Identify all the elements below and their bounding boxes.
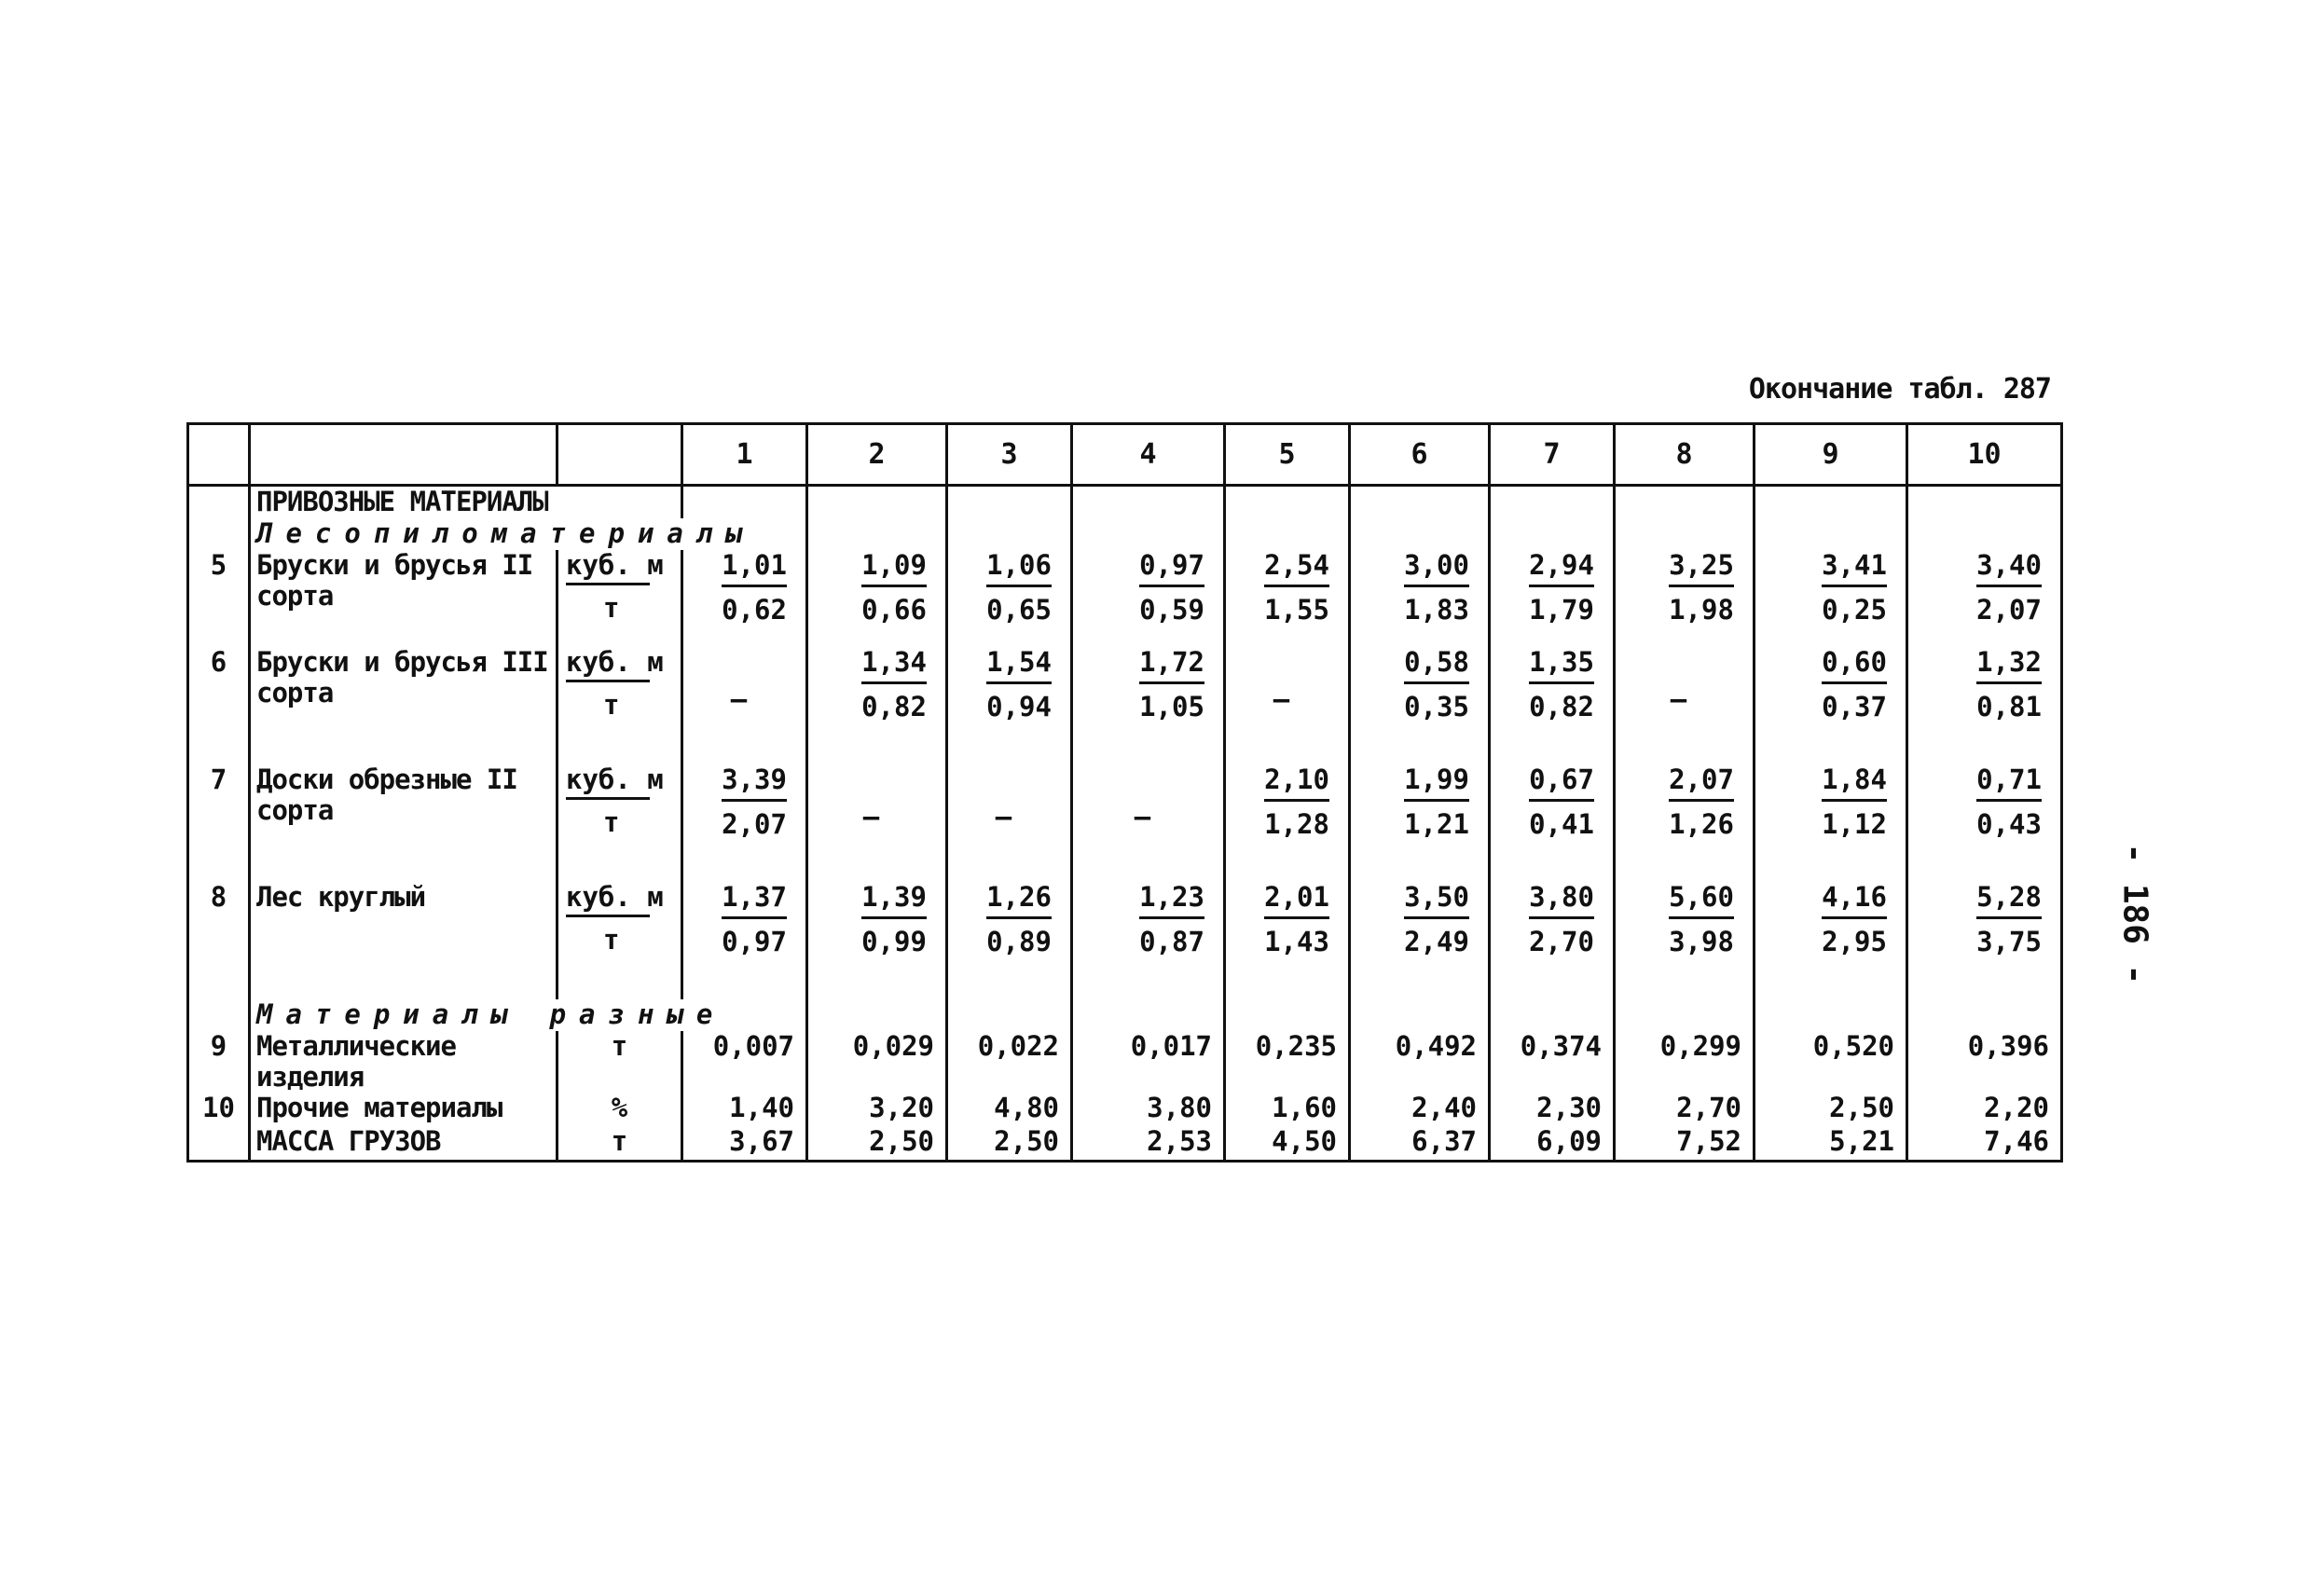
value-mass: 1,21 <box>1404 808 1469 840</box>
row-number: 6 <box>210 646 227 678</box>
column-header: 8 <box>1615 424 1755 486</box>
dash: – <box>1134 801 1151 832</box>
row-number: 10 <box>202 1092 235 1123</box>
value-cell <box>682 764 807 882</box>
value-cell: 2,20 <box>1907 1093 2062 1126</box>
empty-cell <box>1615 999 1755 1031</box>
fraction <box>1132 647 1212 722</box>
value-mass: 0,94 <box>986 691 1052 722</box>
value-cell <box>1350 882 1490 999</box>
value-cell <box>1225 550 1350 647</box>
row-name: Лес круглый <box>250 882 557 999</box>
value-mass: 1,12 <box>1822 808 1887 840</box>
fraction <box>1257 764 1337 840</box>
value-cell: 0,396 <box>1907 1031 2062 1093</box>
value-mass: 2,07 <box>1976 594 2042 626</box>
fraction-bar <box>1264 916 1329 919</box>
value-cell <box>807 647 947 764</box>
empty-cell <box>1350 999 1490 1031</box>
value-mass: 0,97 <box>722 926 787 957</box>
fraction <box>1814 764 1894 840</box>
empty-cell <box>947 486 1072 519</box>
empty-cell <box>947 999 1072 1031</box>
unit-volume: куб. м <box>566 647 650 682</box>
subsection-title: Лесопиломатериалы <box>250 518 807 550</box>
value-mass: 0,65 <box>986 594 1052 626</box>
empty-cell <box>1225 518 1350 550</box>
fraction <box>1397 647 1477 722</box>
value-mass: 1,28 <box>1264 808 1329 840</box>
fraction <box>854 647 934 722</box>
fraction-bar <box>1404 681 1469 684</box>
empty-cell <box>1907 999 2062 1031</box>
column-header <box>250 424 557 486</box>
unit-volume: куб. м <box>566 550 650 585</box>
value-mass: 0,82 <box>1529 691 1594 722</box>
fraction-bar <box>986 585 1052 587</box>
value-cell <box>682 550 807 647</box>
value-mass: 0,87 <box>1139 926 1204 957</box>
fraction <box>1661 550 1741 626</box>
value-volume: 1,35 <box>1529 646 1594 678</box>
value-cell: 7,52 <box>1615 1126 1755 1162</box>
empty-cell <box>188 518 250 550</box>
value-cell: 2,50 <box>807 1126 947 1162</box>
fraction-bar <box>1404 585 1469 587</box>
row-name: Бруски и брусья II сорта <box>250 550 557 647</box>
row-name: МАССА ГРУЗОВ <box>250 1126 557 1162</box>
value-mass: 1,26 <box>1669 808 1734 840</box>
fraction-bar <box>1822 916 1887 919</box>
unit-mass: т <box>603 592 620 624</box>
empty-cell <box>1615 486 1755 519</box>
fraction <box>1397 550 1477 626</box>
column-header: 6 <box>1350 424 1490 486</box>
section-title: ПРИВОЗНЫЕ МАТЕРИАЛЫ <box>250 486 682 519</box>
value-cell: 0,374 <box>1490 1031 1615 1093</box>
value-cell <box>1615 764 1755 882</box>
value-volume: 1,09 <box>861 549 927 581</box>
fraction <box>1397 882 1477 957</box>
value-volume: 1,72 <box>1139 646 1204 678</box>
value-volume: 2,01 <box>1264 881 1329 913</box>
column-header: 9 <box>1755 424 1907 486</box>
row-name: Бруски и брусья III сорта <box>250 647 557 764</box>
value-cell <box>1907 647 2062 764</box>
value-cell: 4,80 <box>947 1093 1072 1126</box>
value-cell <box>1907 550 2062 647</box>
value-mass: 0,41 <box>1529 808 1594 840</box>
value-cell <box>1755 647 1907 764</box>
empty-cell <box>1755 999 1907 1031</box>
value-mass: 0,82 <box>861 691 927 722</box>
row-name: Доски обрезные II сорта <box>250 764 557 882</box>
fraction <box>854 882 934 957</box>
value-mass: 3,98 <box>1669 926 1734 957</box>
fraction-bar <box>1529 585 1594 587</box>
value-volume: 4,16 <box>1822 881 1887 913</box>
unit-volume: куб. м <box>566 882 650 917</box>
unit-cell: т <box>557 1126 682 1162</box>
value-cell: 0,017 <box>1072 1031 1225 1093</box>
value-cell: 0,520 <box>1755 1031 1907 1093</box>
empty-cell <box>807 999 947 1031</box>
value-volume: 1,37 <box>722 881 787 913</box>
value-cell <box>1072 764 1225 882</box>
value-volume: 3,25 <box>1669 549 1734 581</box>
value-cell: 2,50 <box>947 1126 1072 1162</box>
fraction-bar <box>1669 585 1734 587</box>
row-name: Прочие материалы <box>250 1093 557 1126</box>
table-caption: Окончание табл. 287 <box>1748 373 2051 406</box>
fraction <box>714 550 794 626</box>
value-volume: 1,26 <box>986 881 1052 913</box>
value-mass: 1,05 <box>1139 691 1204 722</box>
fraction-bar <box>1669 916 1734 919</box>
column-header <box>188 424 250 486</box>
fraction <box>1969 647 2049 722</box>
row-name: Металлические изделия <box>250 1031 557 1093</box>
empty-cell <box>1490 518 1615 550</box>
column-header: 2 <box>807 424 947 486</box>
value-cell <box>947 764 1072 882</box>
fraction-bar <box>1139 585 1204 587</box>
value-cell <box>1755 764 1907 882</box>
column-header: 5 <box>1225 424 1350 486</box>
value-volume: 2,10 <box>1264 764 1329 795</box>
empty-cell <box>1907 518 2062 550</box>
empty-cell <box>188 999 250 1031</box>
value-volume: 1,06 <box>986 549 1052 581</box>
value-cell: 1,60 <box>1225 1093 1350 1126</box>
value-mass: 1,79 <box>1529 594 1594 626</box>
value-cell <box>1225 647 1350 764</box>
fraction-bar <box>1404 799 1469 802</box>
fraction-bar <box>986 916 1052 919</box>
empty-cell <box>1225 999 1350 1031</box>
value-volume: 5,60 <box>1669 881 1734 913</box>
value-volume: 3,00 <box>1404 549 1469 581</box>
subsection-title: Материалы разные <box>250 999 807 1031</box>
value-cell: 5,21 <box>1755 1126 1907 1162</box>
value-cell <box>947 550 1072 647</box>
value-volume: 3,40 <box>1976 549 2042 581</box>
empty-cell <box>1615 518 1755 550</box>
value-cell <box>947 882 1072 999</box>
fraction <box>979 550 1059 626</box>
unit-cell: т <box>557 1031 682 1093</box>
row-number <box>188 1126 250 1162</box>
value-volume: 0,97 <box>1139 549 1204 581</box>
fraction-bar <box>1976 681 2042 684</box>
fraction-bar <box>1264 585 1329 587</box>
fraction <box>1969 550 2049 626</box>
fraction-bar <box>861 681 927 684</box>
value-mass: 2,70 <box>1529 926 1594 957</box>
value-cell <box>807 882 947 999</box>
fraction-bar <box>1404 916 1469 919</box>
empty-cell <box>1072 999 1225 1031</box>
row-number: 5 <box>210 549 227 581</box>
table-row <box>188 764 2062 882</box>
fraction <box>979 647 1059 722</box>
dash: – <box>862 801 880 832</box>
value-volume: 5,28 <box>1976 881 2042 913</box>
fraction-bar <box>1822 799 1887 802</box>
fraction <box>1969 882 2049 957</box>
value-volume: 0,60 <box>1822 646 1887 678</box>
fraction-bar <box>861 916 927 919</box>
fraction <box>1257 550 1337 626</box>
value-volume: 1,54 <box>986 646 1052 678</box>
fraction-bar <box>1264 799 1329 802</box>
value-cell: 0,029 <box>807 1031 947 1093</box>
value-cell <box>1907 764 2062 882</box>
unit-cell <box>557 882 682 999</box>
page-number: - 186 - <box>2115 843 2154 985</box>
unit-volume: куб. м <box>566 764 650 800</box>
table-row <box>188 1093 2062 1126</box>
value-volume: 0,71 <box>1976 764 2042 795</box>
value-volume: 1,39 <box>861 881 927 913</box>
fraction <box>1521 764 1602 840</box>
value-volume: 1,32 <box>1976 646 2042 678</box>
value-mass: 1,98 <box>1669 594 1734 626</box>
value-cell: 0,235 <box>1225 1031 1350 1093</box>
fraction <box>1814 647 1894 722</box>
value-cell: 3,80 <box>1072 1093 1225 1126</box>
empty-cell <box>1072 486 1225 519</box>
column-header <box>557 424 682 486</box>
fraction-bar <box>1529 916 1594 919</box>
fraction <box>979 882 1059 957</box>
value-cell <box>1490 882 1615 999</box>
table-row <box>188 1126 2062 1162</box>
value-cell: 0,007 <box>682 1031 807 1093</box>
value-cell <box>1350 550 1490 647</box>
value-cell <box>1072 882 1225 999</box>
table-row <box>188 550 2062 647</box>
value-mass: 0,66 <box>861 594 927 626</box>
fraction <box>1521 882 1602 957</box>
value-cell <box>1907 882 2062 999</box>
unit-cell <box>557 550 682 647</box>
value-mass: 2,07 <box>722 808 787 840</box>
fraction-bar <box>1976 799 2042 802</box>
fraction <box>1397 764 1477 840</box>
value-mass: 0,81 <box>1976 691 2042 722</box>
fraction-bar <box>1976 916 2042 919</box>
fraction-bar <box>722 916 787 919</box>
unit-cell <box>557 647 682 764</box>
value-mass: 2,49 <box>1404 926 1469 957</box>
empty-cell <box>947 518 1072 550</box>
fraction <box>1132 550 1212 626</box>
fraction-bar <box>1139 916 1204 919</box>
value-mass: 0,43 <box>1976 808 2042 840</box>
value-volume: 2,94 <box>1529 549 1594 581</box>
value-cell <box>1490 647 1615 764</box>
value-cell <box>807 764 947 882</box>
fraction <box>1521 550 1602 626</box>
fraction-bar <box>722 585 787 587</box>
value-cell: 6,37 <box>1350 1126 1490 1162</box>
empty-cell <box>1490 999 1615 1031</box>
value-mass: 0,35 <box>1404 691 1469 722</box>
table-row <box>188 882 2062 999</box>
value-cell: 2,70 <box>1615 1093 1755 1126</box>
empty-cell <box>1755 486 1907 519</box>
value-cell <box>1225 764 1350 882</box>
fraction-bar <box>1529 799 1594 802</box>
unit-cell <box>557 764 682 882</box>
value-cell <box>1490 764 1615 882</box>
dash: – <box>1670 683 1687 715</box>
row-number: 7 <box>210 764 227 795</box>
column-header: 1 <box>682 424 807 486</box>
value-cell: 2,40 <box>1350 1093 1490 1126</box>
value-volume: 3,39 <box>722 764 787 795</box>
column-header: 10 <box>1907 424 2062 486</box>
value-mass: 0,62 <box>722 594 787 626</box>
value-mass: 1,43 <box>1264 926 1329 957</box>
value-cell <box>1615 647 1755 764</box>
value-volume: 3,50 <box>1404 881 1469 913</box>
value-cell <box>1350 647 1490 764</box>
value-volume: 3,80 <box>1529 881 1594 913</box>
dash: – <box>730 683 748 715</box>
value-cell <box>1615 882 1755 999</box>
fraction-bar <box>1822 585 1887 587</box>
table-row <box>188 647 2062 764</box>
fraction-bar <box>1139 681 1204 684</box>
value-volume: 1,99 <box>1404 764 1469 795</box>
value-cell <box>1072 550 1225 647</box>
value-mass: 0,89 <box>986 926 1052 957</box>
value-cell <box>1755 550 1907 647</box>
fraction-bar <box>1822 681 1887 684</box>
value-cell: 0,492 <box>1350 1031 1490 1093</box>
dash: – <box>995 801 1012 832</box>
value-cell <box>1225 882 1350 999</box>
value-cell <box>1490 550 1615 647</box>
empty-cell <box>1755 518 1907 550</box>
value-volume: 3,41 <box>1822 549 1887 581</box>
value-mass: 3,75 <box>1976 926 2042 957</box>
value-cell: 3,20 <box>807 1093 947 1126</box>
value-mass: 0,25 <box>1822 594 1887 626</box>
unit-mass: т <box>603 806 620 838</box>
value-volume: 2,07 <box>1669 764 1734 795</box>
value-cell: 3,67 <box>682 1126 807 1162</box>
fraction <box>1814 550 1894 626</box>
value-mass: 1,55 <box>1264 594 1329 626</box>
value-cell <box>682 882 807 999</box>
header-row <box>188 424 2062 486</box>
empty-cell <box>1350 518 1490 550</box>
value-volume: 1,84 <box>1822 764 1887 795</box>
value-mass: 1,83 <box>1404 594 1469 626</box>
value-cell <box>682 647 807 764</box>
row-number: 8 <box>210 881 227 913</box>
column-header: 3 <box>947 424 1072 486</box>
value-cell: 0,299 <box>1615 1031 1755 1093</box>
fraction <box>714 882 794 957</box>
value-volume: 1,01 <box>722 549 787 581</box>
fraction-bar <box>1669 799 1734 802</box>
value-mass: 2,95 <box>1822 926 1887 957</box>
value-cell: 1,40 <box>682 1093 807 1126</box>
value-cell: 2,50 <box>1755 1093 1907 1126</box>
value-volume: 1,34 <box>861 646 927 678</box>
value-cell: 2,30 <box>1490 1093 1615 1126</box>
fraction-bar <box>722 799 787 802</box>
value-mass: 0,37 <box>1822 691 1887 722</box>
value-cell <box>807 550 947 647</box>
value-cell: 2,53 <box>1072 1126 1225 1162</box>
empty-cell <box>1072 518 1225 550</box>
table-row <box>188 1031 2062 1093</box>
value-volume: 0,67 <box>1529 764 1594 795</box>
fraction-bar <box>986 681 1052 684</box>
value-cell <box>1350 764 1490 882</box>
fraction <box>1257 882 1337 957</box>
fraction-bar <box>861 585 927 587</box>
fraction <box>1132 882 1212 957</box>
value-mass: 0,59 <box>1139 594 1204 626</box>
value-cell <box>1755 882 1907 999</box>
value-volume: 1,23 <box>1139 881 1204 913</box>
unit-mass: т <box>603 924 620 956</box>
fraction-bar <box>1976 585 2042 587</box>
data-table <box>186 422 2063 1163</box>
unit-cell: % <box>557 1093 682 1126</box>
value-cell <box>947 647 1072 764</box>
fraction <box>1661 764 1741 840</box>
fraction <box>1521 647 1602 722</box>
value-mass: 0,99 <box>861 926 927 957</box>
column-header: 7 <box>1490 424 1615 486</box>
empty-cell <box>682 486 807 519</box>
value-cell: 4,50 <box>1225 1126 1350 1162</box>
empty-cell <box>1907 486 2062 519</box>
column-header: 4 <box>1072 424 1225 486</box>
fraction <box>1814 882 1894 957</box>
row-number: 9 <box>210 1030 227 1062</box>
fraction <box>1969 764 2049 840</box>
fraction <box>714 764 794 840</box>
fraction-bar <box>1529 681 1594 684</box>
value-cell: 7,46 <box>1907 1126 2062 1162</box>
value-cell: 6,09 <box>1490 1126 1615 1162</box>
value-cell <box>1072 647 1225 764</box>
value-cell: 0,022 <box>947 1031 1072 1093</box>
empty-cell <box>188 486 250 519</box>
value-cell <box>1615 550 1755 647</box>
empty-cell <box>1225 486 1350 519</box>
empty-cell <box>807 518 947 550</box>
fraction <box>1661 882 1741 957</box>
dash: – <box>1273 683 1290 715</box>
value-volume: 0,58 <box>1404 646 1469 678</box>
empty-cell <box>1350 486 1490 519</box>
empty-cell <box>807 486 947 519</box>
empty-cell <box>1490 486 1615 519</box>
fraction <box>854 550 934 626</box>
value-volume: 2,54 <box>1264 549 1329 581</box>
unit-mass: т <box>603 689 620 721</box>
